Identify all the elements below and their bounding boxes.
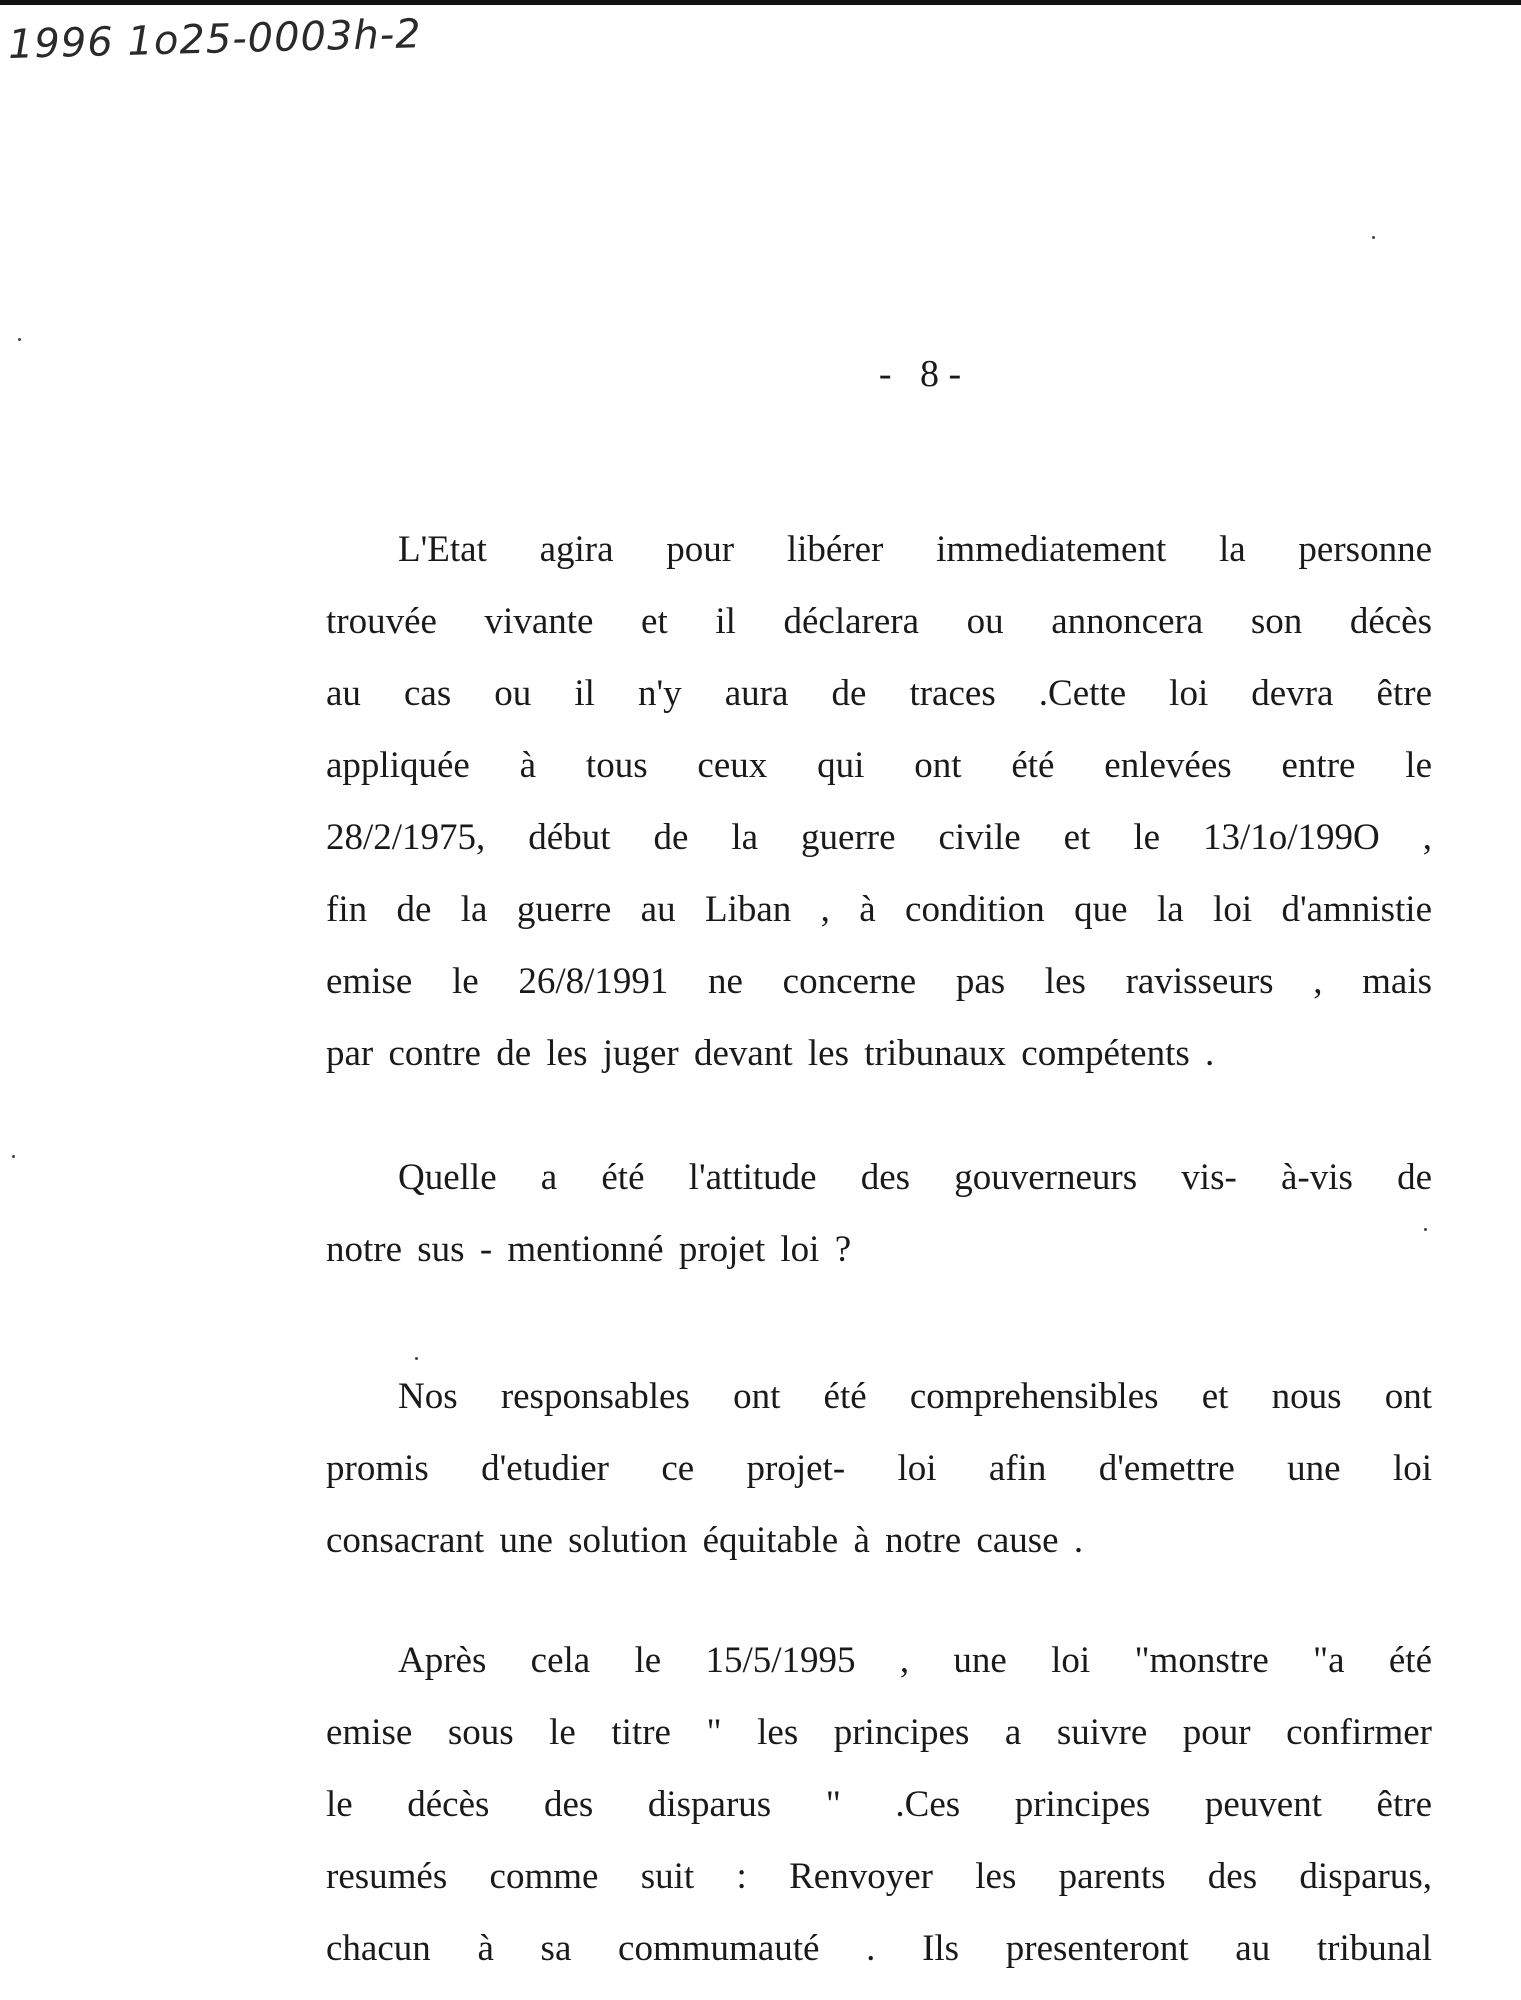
paragraph-2 xyxy=(326,1142,1432,1286)
paragraph-line: notre sus - mentionné projet loi ? xyxy=(326,1229,852,1270)
paragraph-1 xyxy=(326,514,1432,1090)
paragraph-line: 28/2/1975, début de la guerre civile et le 13/1o/199O , xyxy=(326,817,1432,858)
paragraph-line: L'Etat agira pour libérer immediatement la personne xyxy=(398,529,1432,570)
paragraph-line: Quelle a été l'attitude des gouverneurs vis- à-vis de xyxy=(398,1157,1432,1198)
scan-speck xyxy=(1424,1228,1427,1231)
paragraph-line: Après cela le 15/5/1995 , une loi "monstre "a été xyxy=(398,1640,1432,1681)
page-top-edge xyxy=(0,0,1521,5)
page-number: - 8 - xyxy=(878,353,962,395)
paragraph-line: emise le 26/8/1991 ne concerne pas les ravisseurs , mais xyxy=(326,961,1432,1002)
paragraph-line: Nos responsables ont été comprehensibles et nous ont xyxy=(398,1376,1432,1417)
scan-speck xyxy=(415,1357,418,1360)
paragraph-line: par contre de les juger devant les tribunaux compétents . xyxy=(326,1033,1215,1074)
scan-speck xyxy=(18,338,21,341)
paragraph-line: consacrant une solution équitable à notre cause . xyxy=(326,1520,1084,1561)
paragraph-line: le décès des disparus " .Ces principes peuvent être xyxy=(326,1784,1432,1825)
paragraph-3 xyxy=(326,1361,1432,1577)
paragraph-line: appliquée à tous ceux qui ont été enlevées entre le xyxy=(326,745,1432,786)
paragraph-line: trouvée vivante et il déclarera ou annoncera son décès xyxy=(326,601,1432,642)
paragraph-line: au cas ou il n'y aura de traces .Cette loi devra être xyxy=(326,673,1432,714)
paragraph-line: emise sous le titre " les principes a suivre pour confirmer xyxy=(326,1712,1432,1753)
paragraph-line: chacun à sa commumauté . Ils presenteront au tribunal xyxy=(326,1928,1432,1969)
paragraph-line: fin de la guerre au Liban , à condition que la loi d'amnistie xyxy=(326,889,1432,930)
paragraph-line: promis d'etudier ce projet- loi afin d'emettre une loi xyxy=(326,1448,1432,1489)
scan-speck xyxy=(1372,236,1375,239)
paragraph-line: resumés comme suit : Renvoyer les parents des disparus, xyxy=(326,1856,1432,1897)
handwritten-reference-number: 1996 1o25-0003h-2 xyxy=(7,11,423,68)
paragraph-4 xyxy=(326,1625,1432,1985)
scan-speck xyxy=(12,1155,15,1158)
